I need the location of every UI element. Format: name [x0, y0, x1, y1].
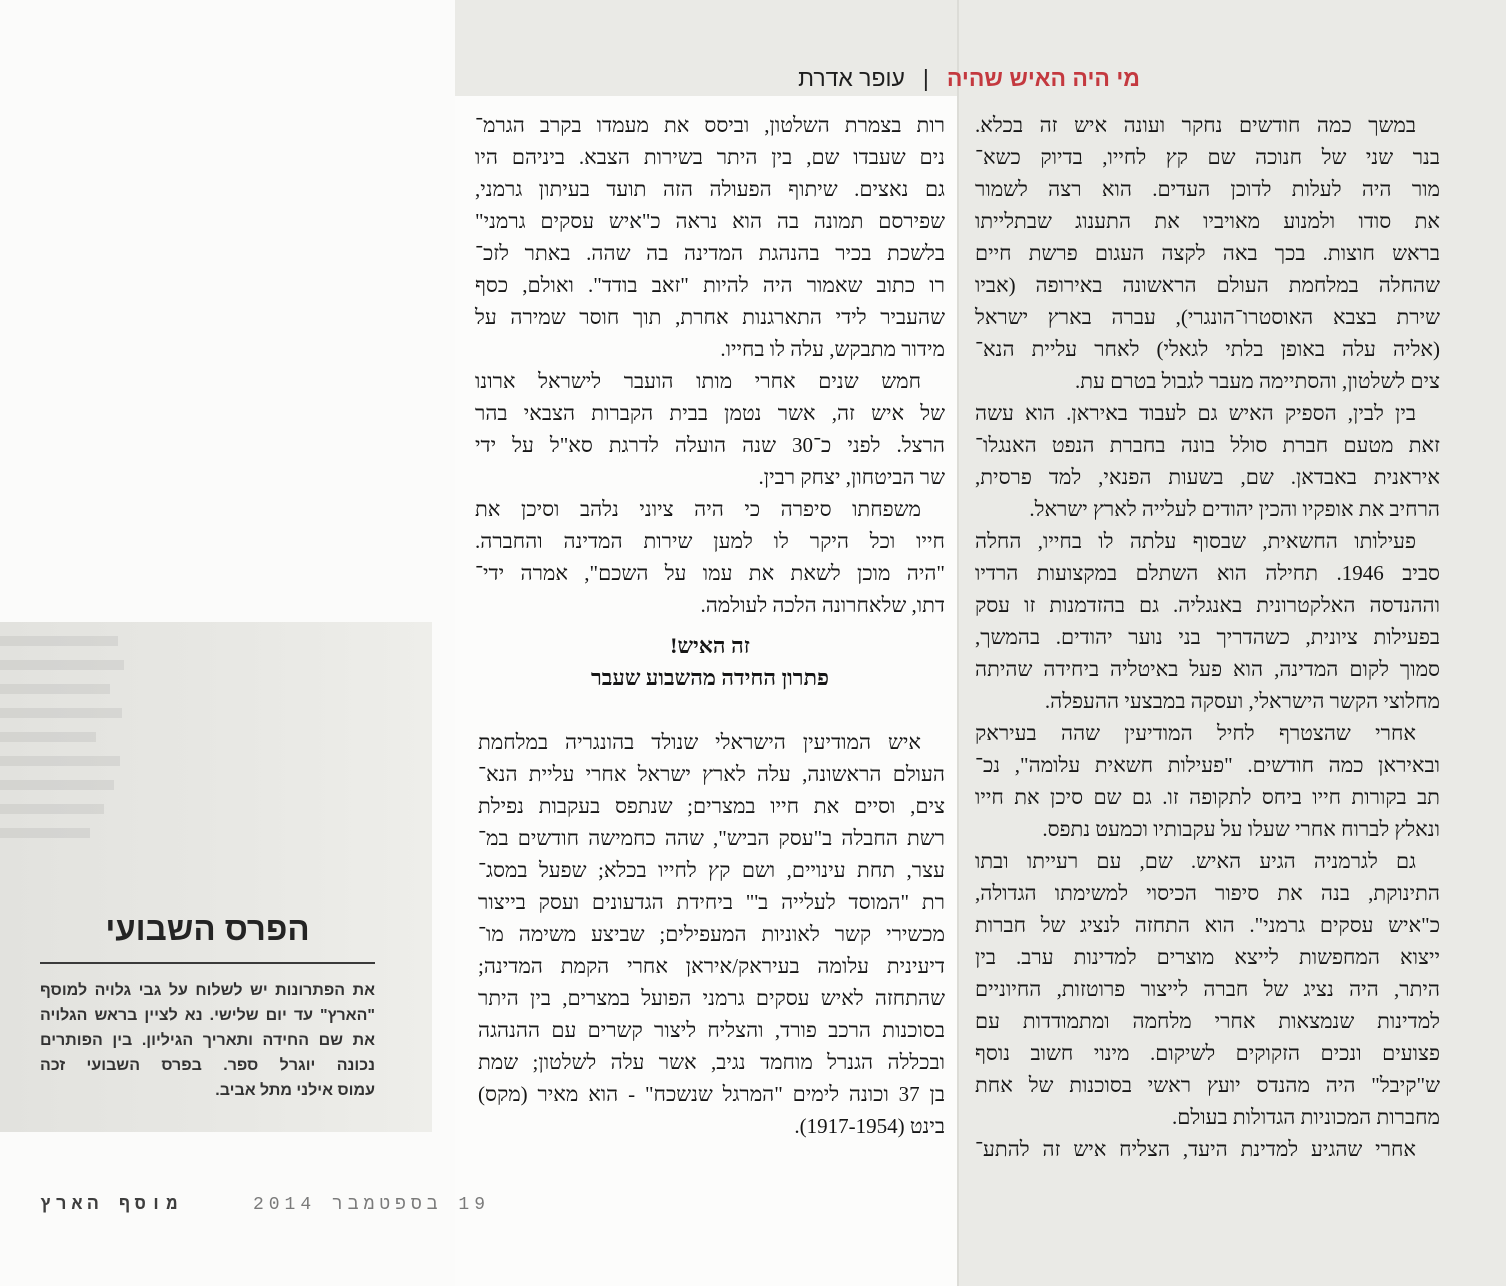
text-line: ייצוא המחפשות לייצא מוצרים למדינות ערב. בין [975, 945, 1440, 969]
text-line: סמוך לקום המדינה, הוא פעל באיטליה ביחידה שהיתה [975, 657, 1440, 681]
text-line: גם נאצים. שיתוף הפעולה הזה תועד בעיתון גרמני, [475, 177, 945, 201]
text-line: משפחתו סיפרה כי היה ציוני נלהב וסיכן את [475, 497, 921, 521]
faded-text-fragment [0, 660, 124, 670]
text-line: רשת החבלה ב"עסק הביש", שהה כחמישה חודשים במ־ [478, 826, 945, 850]
prize-text [40, 978, 375, 1103]
author-name: עופר אדרת [798, 65, 905, 91]
paragraph [475, 365, 945, 493]
text-line: דיעינית עלומה בעיראק/איראן אחרי הקמת המדינה; [478, 954, 945, 978]
text-line: עצר, תחת עינויים, ושם קץ לחייו בכלא; שפעל במסג־ [478, 858, 945, 882]
paragraph [975, 397, 1440, 525]
text-line: הרצל. לפני כ־30 שנה הועלה לדרגת סא"ל על ידי [475, 433, 945, 457]
text-line: רו כתוב שאמור היה להיות "זאב בודד". ואולם, כסף [475, 273, 945, 297]
text-line: בן 37 וכונה לימים "המרגל שנשכח" - הוא מאיר (מקס) [478, 1082, 945, 1106]
text-line: שהעביר לידי התארגנות אחרת, תוך חוסר שמירה על [475, 305, 945, 329]
solution-text [478, 726, 945, 1142]
paragraph [475, 493, 945, 621]
text-line: פצועים ונכים הזקוקים לשיקום. מינוי חשוב נוסף [975, 1041, 1440, 1065]
paper-edge [957, 0, 959, 1286]
text-line: צים, וסיים את חייו במצרים; שנתפס בעקבות נפילת [478, 794, 945, 818]
text-line: מור היה לעלות לדוכן העדים. הוא רצה לשמור [975, 177, 1440, 201]
text-line: אחרי שהגיע למדינת היעד, הצליח איש זה להתע־ [975, 1137, 1416, 1161]
text-line: פעילותו החשאית, שבסוף עלתה לו בחייו, החלה [975, 529, 1416, 553]
text-line: איש המודיעין הישראלי שנולד בהונגריה במלחמת [478, 730, 921, 754]
faded-text-fragment [0, 708, 122, 718]
text-line: וההנדסה האלקטרונית באנגליה. גם בהזדמנות זו עסק [975, 593, 1440, 617]
paragraph [975, 845, 1440, 1133]
text-line: חייו וכל היקר לו למען שירות המדינה והחברה. [475, 529, 945, 553]
text-line: בראש חוצות. בכך באה לקצה העגום פרשת חיים [975, 241, 1440, 265]
column-header [798, 62, 1140, 94]
text-line: הרחיב את אופקיו והכין יהודים לעלייה לארץ ישראל. [1029, 497, 1440, 521]
text-line: נכונה יוגרל ספר. בפרס השבועי זכה [40, 1057, 375, 1074]
text-line: אחרי שהצטרף לחיל המודיעין שהה בעיראק [975, 721, 1416, 745]
prize-title: הפרס השבועי [105, 910, 310, 947]
text-line: רות בצמרת השלטון, וביסס את מעמדו בקרב הגרמ־ [475, 113, 945, 137]
text-line: שהתחזה לאיש עסקים גרמני הפועל במצרים, בין היתר [478, 986, 945, 1010]
text-line: מחלוצי הקשר הישראלי, ועסקה במבצעי ההעפלה. [1044, 689, 1440, 713]
paragraph [975, 525, 1440, 717]
text-line: שהחלה במלחמת העולם הראשונה באירופה (אביו [975, 273, 1440, 297]
article-column-middle [475, 109, 945, 621]
text-line: מכשירי קשר לאוניות המעפילים; שביצע משימה מו־ [478, 922, 945, 946]
faded-text-fragment [0, 804, 104, 814]
issue-date: 19 בספטמבר 2014 [252, 1195, 490, 1215]
text-line: מידור מתבקש, עלה לו בחייו. [720, 337, 945, 361]
text-line: (אליה עלה באופן בלתי לגאלי) לאחר עליית הנא־ [975, 337, 1440, 361]
text-line: צים לשלטון, והסתיימה מעבר לגבול בטרם עת. [1074, 369, 1440, 393]
text-line: כ"איש עסקים גרמני". הוא התחזה לנציג של חברות [975, 913, 1440, 937]
text-line: בלשכת בכיר בהנהגת המדינה בה שהה. באתר לזכ־ [475, 241, 945, 265]
paragraph [478, 726, 945, 1142]
faded-text-fragment [0, 828, 90, 838]
text-line: בין לבין, הספיק האיש גם לעבוד באיראן. הוא עשה [975, 401, 1416, 425]
text-line: התינוקת, בנה את סיפור הכיסוי למשימתו הגדולה, [975, 881, 1440, 905]
text-line: חמש שנים אחרי מותו הועבר לישראל ארונו [475, 369, 921, 393]
text-line: את סודו ולמנוע מאויביו את התענוג שבתלייתו [975, 209, 1440, 233]
text-line: בנר שני של חנוכה שם קץ לחייו, בדיוק כשא־ [975, 145, 1440, 169]
text-line: בפעילות ציונית, כשהדריך בני נוער יהודים. בהמשך, [975, 625, 1440, 649]
paragraph [475, 109, 945, 365]
text-line: העולם הראשונה, עלה לארץ ישראל אחרי עליית הנא־ [478, 762, 945, 786]
text-line: בינט (1917-1954). [794, 1114, 945, 1138]
text-line: "הארץ" עד יום שלישי. נא לציין בראש הגלויה [40, 1007, 375, 1024]
text-line: ובכללה הגנרל מוחמד נגיב, אשר עלה לשלטון; שמת [478, 1050, 945, 1074]
paragraph [40, 978, 375, 1103]
text-line: תב בקורות חייו ביחס לתקופה זו. גם שם סיכן את חייו [975, 785, 1440, 809]
text-line: שפירסם תמונה בה הוא נראה כ"איש עסקים גרמני" [475, 209, 945, 233]
text-line: זאת מטעם חברת סולל בונה בחברת הנפט האנגלו־ [975, 433, 1440, 457]
faded-text-fragment [0, 780, 114, 790]
publication-name: מוסף הארץ [40, 1195, 183, 1215]
faded-text-fragment [0, 732, 96, 742]
text-line: מחברות המכוניות הגדולות בעולם. [1172, 1105, 1440, 1129]
text-line: ובאיראן כמה חודשים. "פעילות חשאית עלומה", נכ־ [975, 753, 1440, 777]
header-separator: | [922, 65, 929, 91]
text-line: סביב 1946. תחילה הוא השתלם במקצועות הרדיו [975, 561, 1440, 585]
text-line: גם לגרמניה הגיע האיש. שם, עם רעייתו ובתו [975, 849, 1416, 873]
faded-text-fragment [0, 684, 110, 694]
text-line: עמוס אילני מתל אביב. [215, 1082, 375, 1099]
text-line: נים שעבדו שם, בין היתר בשירות הצבא. ביניהם היו [475, 145, 945, 169]
paragraph [975, 717, 1440, 845]
text-line: את שם החידה ותאריך הגיליון. בין הפותרים [40, 1032, 375, 1049]
paragraph [975, 1133, 1440, 1165]
article-column-right [975, 109, 1440, 1165]
solution-heading: זה האיש! [670, 633, 750, 658]
text-line: שירת בצבא האוסטרו־הונגרי), עברה בארץ ישראל [975, 305, 1440, 329]
text-line: בסוכנות הרכב פורד, והצליח ליצור קשרים עם ההנהגה [478, 1018, 945, 1042]
section-title: מי היה האיש שהיה [946, 65, 1140, 91]
text-line: ונאלץ לברוח אחרי שעלו על עקבותיו וכמעט נתפס. [1042, 817, 1440, 841]
text-line: "היה מוכן לשאת את עמו על השכם", אמרה ידי־ [475, 561, 945, 585]
text-line: דתו, שלאחרונה הלכה לעולמה. [700, 593, 945, 617]
text-line: במשך כמה חודשים נחקר ועונה איש זה בכלא. [975, 113, 1416, 137]
text-line: איראנית באבדאן. שם, בשעות הפנאי, למד פרסית, [975, 465, 1440, 489]
page-footer [40, 1190, 490, 1220]
text-line: ש"קיבל" היה מהנדס יועץ ראשי בסוכנות של אחת [975, 1073, 1440, 1097]
faded-text-fragment [0, 756, 120, 766]
text-line: את הפתרונות יש לשלוח על גבי גלויה למוסף [40, 982, 375, 999]
text-line: של איש זה, אשר נטמן בבית הקברות הצבאי בהר [475, 401, 945, 425]
prize-divider [40, 962, 375, 964]
solution-subheading: פתרון החידה מהשבוע שעבר [591, 665, 829, 690]
text-line: היתר, היה נציג של חברה לייצור פרוטזות, החיוניים [975, 977, 1440, 1001]
faded-text-fragment [0, 636, 118, 646]
text-line: רת "המוסד לעלייה ב'" ביחידת הגדעונים ועסק בייצור [478, 890, 945, 914]
text-line: שר הביטחון, יצחק רבין. [758, 465, 945, 489]
paragraph [975, 109, 1440, 397]
text-line: למדינות שנמצאות אחרי מלחמה ומתמודדות עם [975, 1009, 1440, 1033]
